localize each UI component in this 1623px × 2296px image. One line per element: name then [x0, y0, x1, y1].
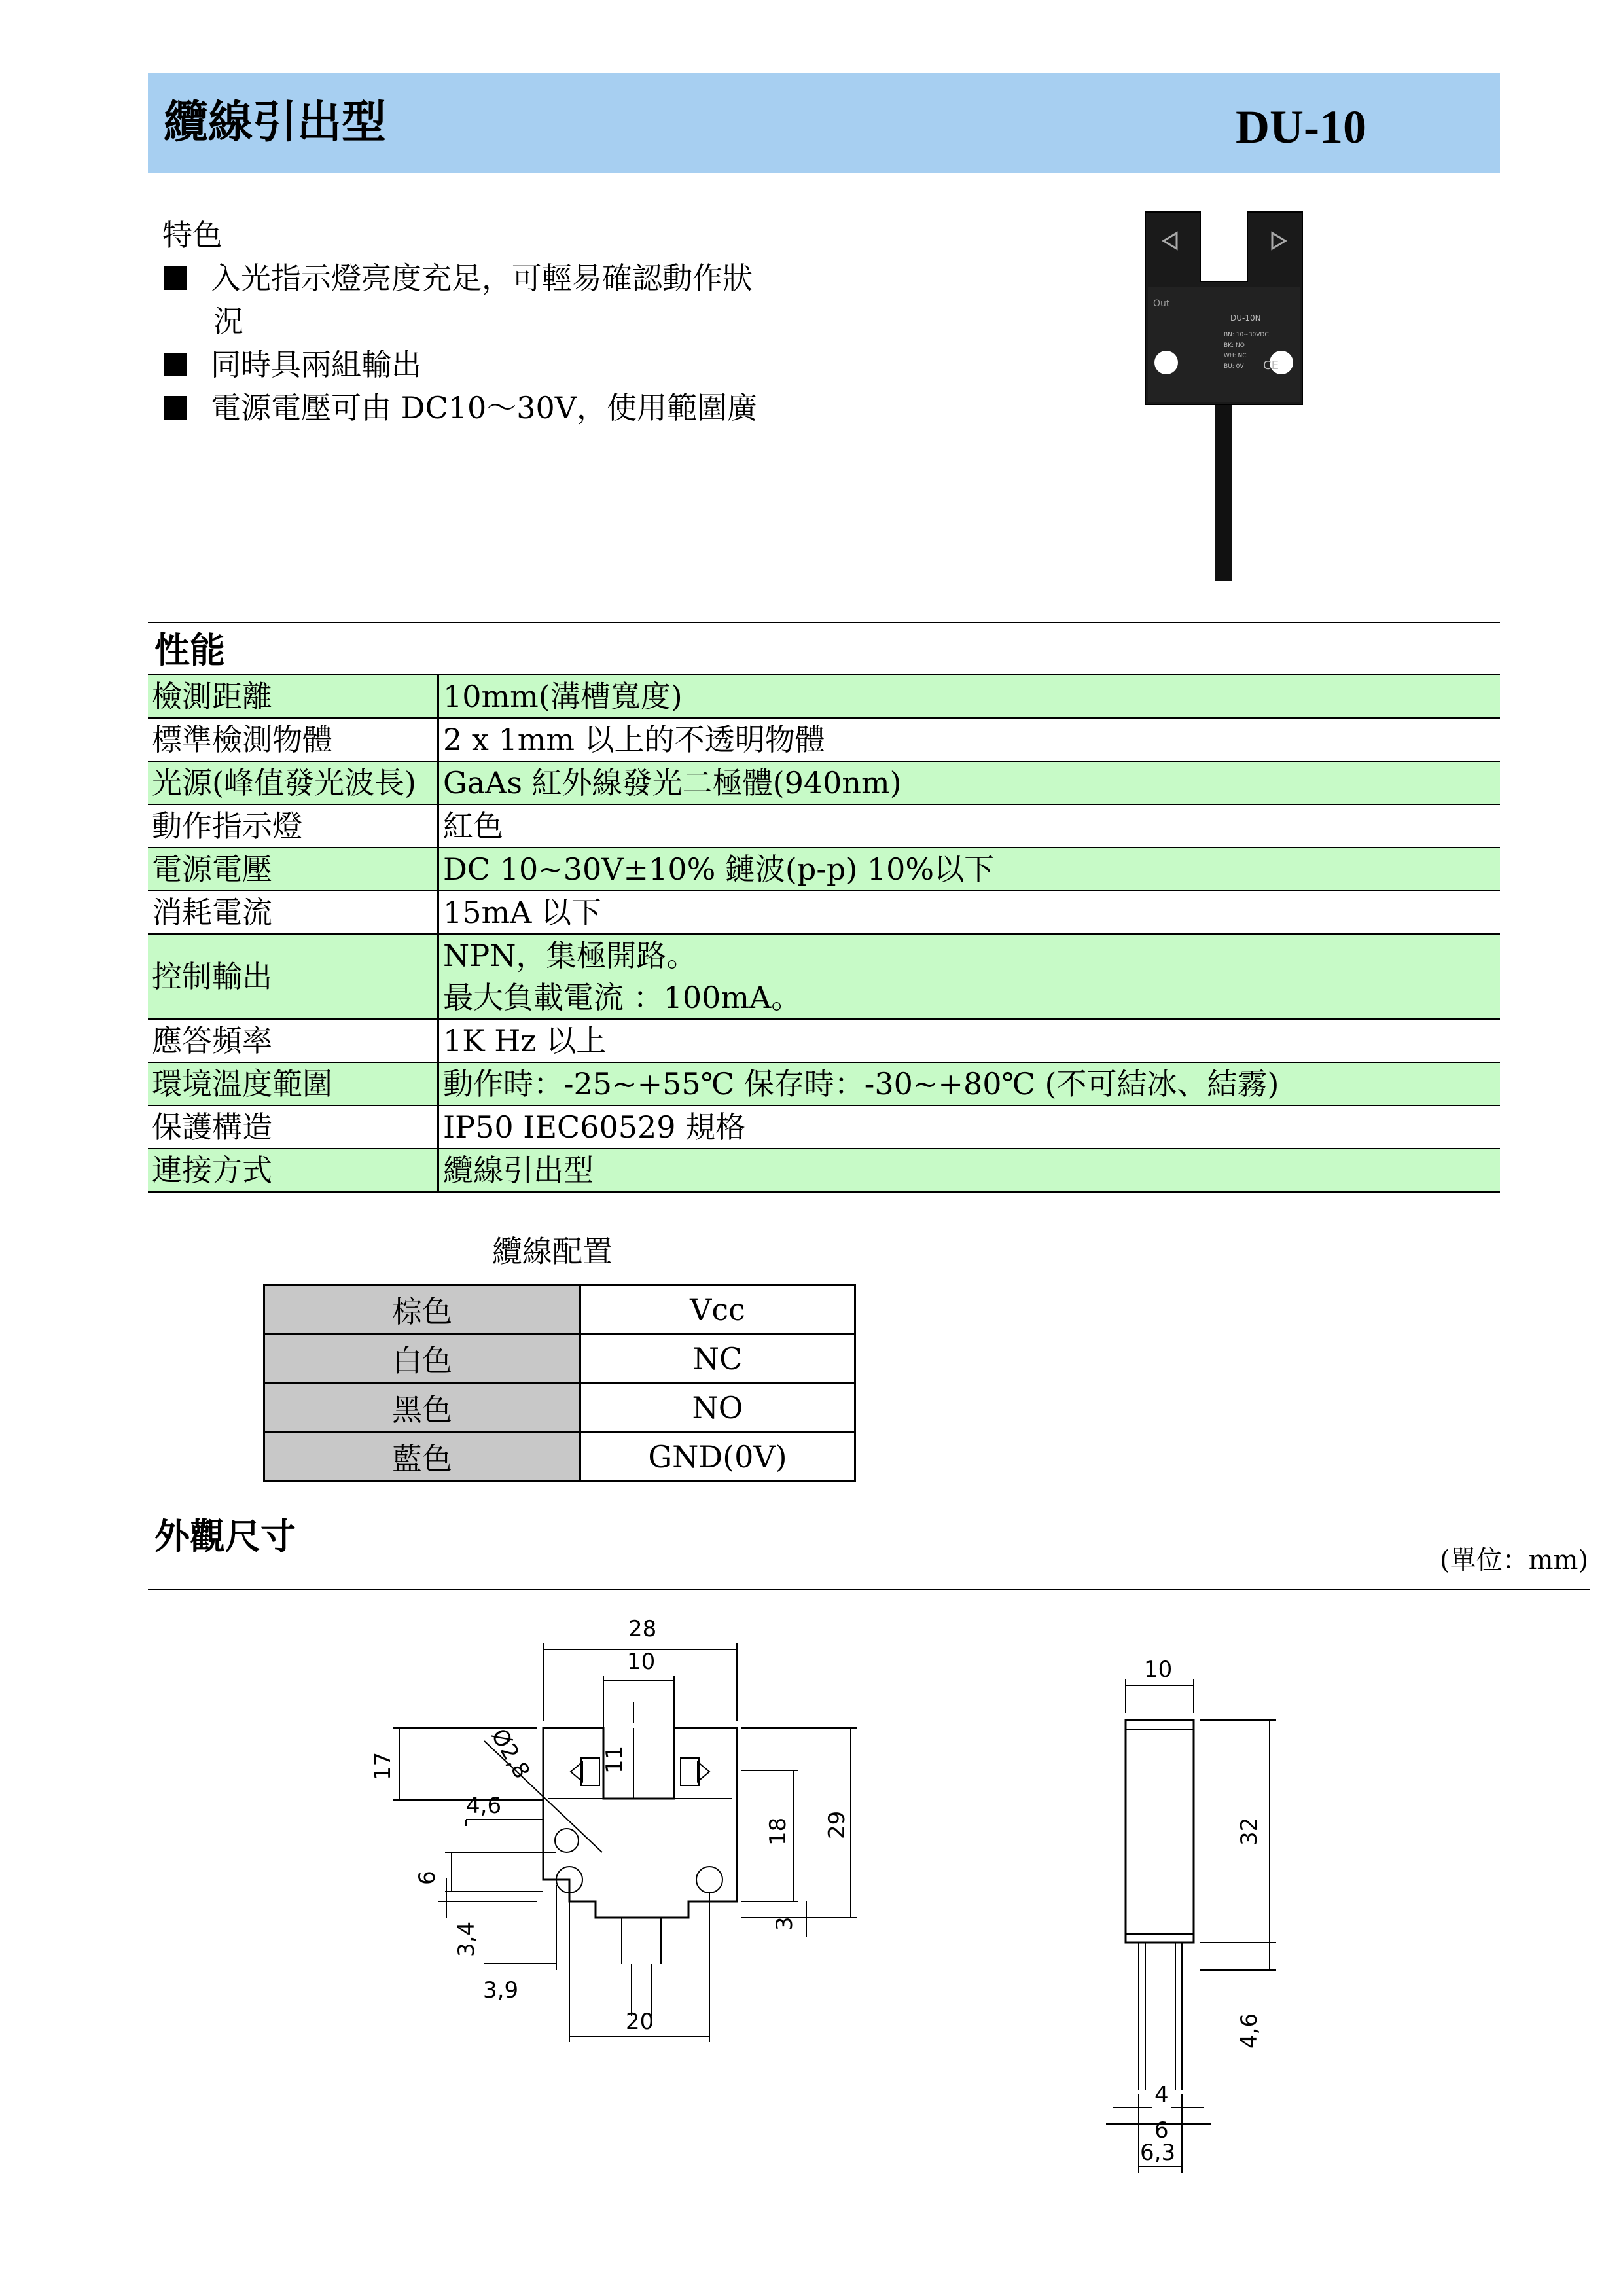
- table-row: 動作指示燈 紅色: [148, 804, 1500, 848]
- svg-text:Out: Out: [1153, 298, 1170, 309]
- square-bullet-icon: [164, 266, 187, 290]
- feature-item: 電源電壓可由 DC10～30V，使用範圍廣: [164, 386, 757, 429]
- svg-text:28: 28: [628, 1616, 657, 1642]
- table-row: 檢測距離 10mm(溝槽寬度): [148, 675, 1500, 718]
- svg-text:6,3: 6,3: [1140, 2140, 1176, 2166]
- svg-text:BN: 10~30VDC: BN: 10~30VDC: [1224, 332, 1269, 338]
- front-view: [370, 1616, 857, 2042]
- unit-note: (單位：mm): [1440, 1545, 1589, 1575]
- svg-text:4: 4: [1154, 2082, 1169, 2108]
- spec-table: [148, 674, 1500, 1193]
- svg-text:11: 11: [601, 1745, 628, 1774]
- dimension-drawing: [0, 1597, 1623, 2251]
- table-row: 保護構造 IP50 IEC60529 規格: [148, 1105, 1500, 1149]
- table-row: 光源(峰值發光波長) GaAs 紅外線發光二極體(940nm): [148, 761, 1500, 804]
- svg-text:32: 32: [1236, 1817, 1262, 1846]
- svg-text:6: 6: [1154, 2117, 1169, 2144]
- table-row: 黑色 NO: [264, 1384, 855, 1433]
- table-row: 連接方式 纜線引出型: [148, 1149, 1500, 1192]
- page-title: 纜線引出型: [164, 97, 387, 149]
- table-row: 棕色 Vcc: [264, 1285, 855, 1335]
- table-row: 控制輸出 NPN，集極開路。 最大負載電流 ：100mA。: [148, 934, 1500, 1019]
- svg-text:10: 10: [1144, 1657, 1173, 1683]
- table-row: 標準檢測物體 2 x 1mm 以上的不透明物體: [148, 718, 1500, 761]
- table-row: 藍色 GND(0V): [264, 1433, 855, 1482]
- svg-text:3: 3: [772, 1916, 798, 1931]
- model-number: DU-10: [1236, 101, 1366, 153]
- svg-text:WH: NC: WH: NC: [1224, 353, 1247, 359]
- feature-item: 入光指示燈亮度充足，可輕易確認動作狀 況: [164, 257, 753, 343]
- svg-text:CE: CE: [1263, 359, 1279, 372]
- section-rule: [148, 1589, 1590, 1590]
- svg-text:Ø2,8: Ø2,8: [486, 1724, 535, 1784]
- square-bullet-icon: [164, 396, 187, 420]
- side-view: [1106, 1657, 1276, 2173]
- feature-item: 同時具兩組輸出: [164, 343, 421, 386]
- product-photo: [1126, 208, 1322, 588]
- square-bullet-icon: [164, 353, 187, 376]
- performance-heading: 性能: [154, 630, 225, 671]
- svg-text:3,9: 3,9: [483, 1977, 519, 2003]
- cable-config-title: 纜線配置: [492, 1234, 613, 1269]
- svg-text:4,6: 4,6: [466, 1793, 502, 1819]
- svg-text:4,6: 4,6: [1236, 2013, 1262, 2049]
- svg-text:DU-10N: DU-10N: [1230, 314, 1261, 323]
- svg-text:17: 17: [370, 1751, 396, 1780]
- svg-text:20: 20: [626, 2009, 654, 2035]
- svg-text:29: 29: [824, 1810, 850, 1839]
- cable-config-table: [263, 1284, 856, 1482]
- svg-text:18: 18: [765, 1817, 791, 1846]
- svg-text:BU: 0V: BU: 0V: [1224, 363, 1244, 370]
- svg-text:10: 10: [627, 1649, 656, 1675]
- features-heading: 特色: [162, 217, 223, 253]
- section-rule: [148, 622, 1500, 623]
- dimensions-heading: 外觀尺寸: [154, 1516, 296, 1557]
- table-row: 應答頻率 1K Hz 以上: [148, 1019, 1500, 1062]
- svg-text:6: 6: [414, 1871, 440, 1885]
- table-row: 電源電壓 DC 10~30V±10% 鏈波(p-p) 10%以下: [148, 848, 1500, 891]
- table-row: 白色 NC: [264, 1335, 855, 1384]
- svg-text:3,4: 3,4: [454, 1921, 480, 1957]
- svg-text:BK: NO: BK: NO: [1224, 342, 1245, 349]
- table-row: 消耗電流 15mA 以下: [148, 891, 1500, 934]
- table-row: 環境溫度範圍 動作時：-25~+55℃ 保存時：-30~+80℃ (不可結冰、結霧): [148, 1062, 1500, 1105]
